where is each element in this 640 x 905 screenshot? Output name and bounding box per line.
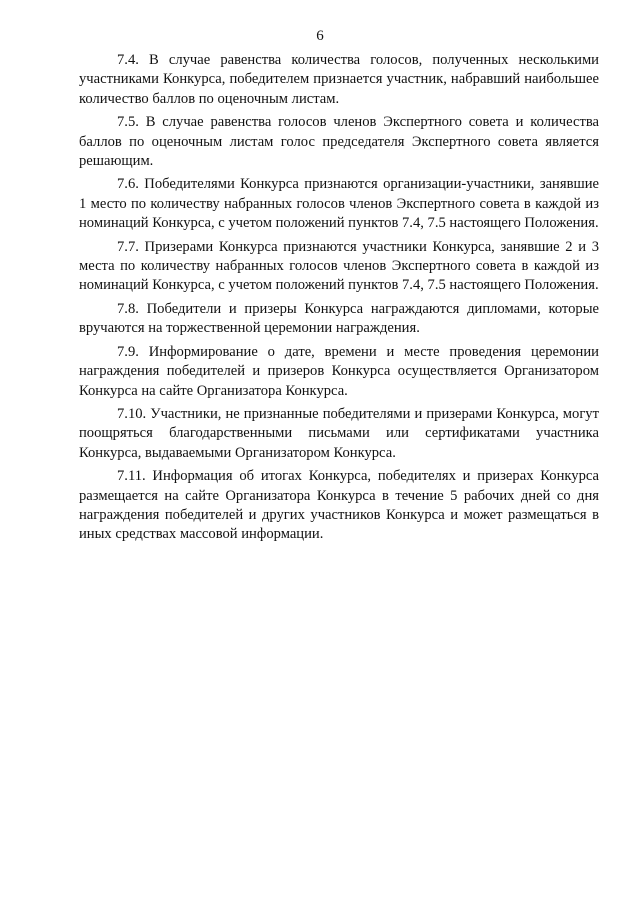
paragraph-7-10: 7.10. Участники, не признанные победителями и призерами Конкурса, могут поощряться благодарственными письмами или сертификатами участника Конкурса, выдаваемыми Организатором Конкурса. [79,405,599,461]
document-body [79,51,599,549]
paragraph-7-5: 7.5. В случае равенства голосов членов Экспертного совета и количества баллов по оценочным листам голос председателя Экспертного совета является решающим. [79,114,599,170]
paragraph-7-4: 7.4. В случае равенства количества голосов, полученных несколькими участниками Конкурса, победителем признается участник, набравший наибольшее количество баллов по оценочным листам. [79,52,599,107]
paragraph-7-7: 7.7. Призерами Конкурса признаются участники Конкурса, занявшие 2 и 3 места по количеству набранных голосов членов Экспертного совета в каждой из номинаций Конкурса, с учетом положений пунктов 7.4, 7.5 настоящего Положения. [79,238,599,294]
paragraph-7-9: 7.9. Информирование о дате, времени и месте проведения церемонии награждения победителей и призеров Конкурса осуществляется Организатором Конкурса на сайте Организатора Конкурса. [79,343,599,399]
paragraph-7-6: 7.6. Победителями Конкурса признаются организации-участники, занявшие 1 место по количеству набранных голосов членов Экспертного совета в каждой из номинаций Конкурса, с учетом положений пунктов 7.4, 7.5 настоящего Положения. [79,176,599,232]
page-number: 6 [316,28,324,44]
paragraph-7-11: 7.11. Информация об итогах Конкурса, победителях и призерах Конкурса размещается на сайте Организатора Конкурса в течение 5 рабочих дней со дня награждения победителей и других участников Конкурса и может размещаться в иных средствах массовой информации. [79,468,599,543]
paragraph-7-8: 7.8. Победители и призеры Конкурса награждаются дипломами, которые вручаются на торжественной церемонии награждения. [79,300,599,337]
